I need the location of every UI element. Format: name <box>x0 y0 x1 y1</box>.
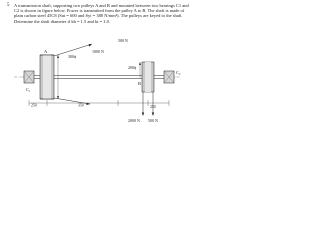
bearing-c2 <box>164 71 174 83</box>
problem-statement: A transmission shaft, supporting two pulleys A and B and mounted between two bearings C1 and C2 is shown in figure below. Power is transmitted from the pulley A to B. The shaft is made of plain carbon steel 45C8 (Sut = 600 and Syt = 380 N/mm²). The pulleys are keyed to the shaft. Determine the shaft diameter if kb = 1.5 and kt = 1.0. <box>14 3 189 24</box>
pulley-a-diameter-label: 300ϕ <box>68 54 77 59</box>
pulley-b-diameter-label: 200ϕ <box>128 65 137 70</box>
pulley-a <box>40 55 54 99</box>
force-a-slack-label: 1000 N <box>92 49 104 54</box>
span-3-label: 250 <box>150 105 156 109</box>
bearing-c1-label: C₁ <box>26 87 31 92</box>
problem-number: 5 <box>7 3 10 8</box>
shaft-diagram <box>0 0 200 128</box>
force-b-left-label: 2000 N <box>128 118 140 123</box>
pulley-b <box>142 62 154 92</box>
force-b-right-label: 500 N <box>148 118 158 123</box>
span-1-label: 250 <box>31 103 37 108</box>
force-a-tight-label: 500 N <box>118 38 128 43</box>
span-dimensions <box>29 100 169 106</box>
pulley-b-label: B <box>138 81 142 86</box>
span-2-label: 350 <box>78 103 84 108</box>
problem-page <box>0 0 200 128</box>
bearing-c2-label: C₂ <box>176 70 181 75</box>
pulley-a-label: A <box>44 49 48 54</box>
bearing-c1 <box>24 71 34 83</box>
